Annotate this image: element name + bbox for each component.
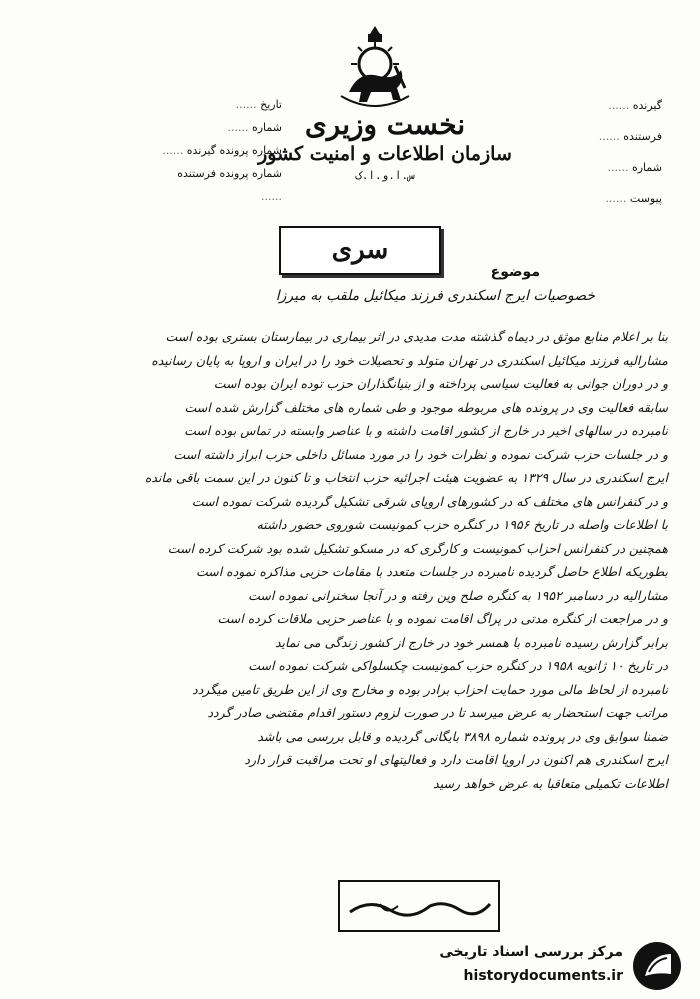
body-line: برابر گزارش رسیده نامبرده با همسر خود در خارج از کشور زندگی می نماید: [274, 634, 668, 650]
body-line: سابقه فعالیت وی در پرونده های مربوطه موجود و طی شماره های مختلف گزارش شده است: [184, 399, 668, 415]
body-line: مراتب جهت استحضار به عرض میرسد تا در صورت لزوم دستور اقدام مقتضی صادر گردد: [207, 705, 668, 720]
sender-file-number-label: شماره پرونده فرستنده ......: [162, 162, 282, 208]
body-line: مشارالیه در دسامبر ۱۹۵۲ به کنگره صلح وین رفته و در آنجا سخنرانی نموده است: [248, 587, 668, 603]
body-line: اطلاعات تکمیلی متعاقبا به عرض خواهد رسید: [433, 775, 668, 791]
body-line: و در مراجعت از کنگره مدتی در پراگ اقامت نموده و با عناصر حزبی ملاقات کرده است: [217, 611, 668, 626]
date-field-label: تاریخ ......: [162, 93, 282, 116]
body-line: بطوریکه اطلاع حاصل گردیده نامبرده در جلسات متعدد با مقامات حزبی مذاکره نموده است: [195, 564, 668, 579]
body-line: ایرج اسکندری هم اکنون در اروپا اقامت دارد و فعالیتهای او تحت مراقبت قرار دارد: [244, 752, 668, 767]
right-metadata-fields: [552, 90, 662, 214]
organization-header: [250, 108, 520, 182]
body-line: بنا بر اعلام منابع موثق در دیماه گذشته مدت مدیدی در اثر بیماری در بیمارستان بستری بوده است: [165, 329, 668, 344]
lion-and-sun-emblem-icon: [335, 22, 415, 112]
sender-label: فرستنده ......: [552, 121, 662, 152]
archive-logo-icon: [631, 940, 683, 992]
body-line: و در کنفرانس های مختلف که در کشورهای اروپای شرقی تشکیل گردیده شرکت نموده است: [191, 493, 668, 509]
organization-title: نخست وزیری: [304, 108, 466, 141]
handwritten-box-stamp-icon: [338, 880, 500, 932]
subject-text: خصوصیات ایرج اسکندری فرزند میکائیل ملقب به میرزا: [275, 288, 595, 304]
number-field-label: شماره ......: [162, 116, 282, 139]
document-body: [38, 325, 668, 795]
classification-stamp: سری: [279, 226, 441, 275]
attachment-label: پیوست ......: [552, 183, 662, 214]
archive-watermark: [425, 936, 695, 994]
number-label: شماره ......: [552, 152, 662, 183]
body-line: و در دوران جوانی به فعالیت سیاسی پرداخته و از بنیانگذاران حزب توده ایران بوده است: [213, 376, 668, 391]
left-metadata-fields: [162, 93, 282, 208]
body-line: با اطلاعات واصله در تاریخ ۱۹۵۶ در کنگره حزب کمونیست شوروی حضور داشته: [256, 517, 668, 532]
watermark-title: مرکز بررسی اسناد تاریخی: [439, 944, 623, 960]
subject-label: موضوع: [490, 264, 540, 280]
body-line: نامبرده در سالهای اخیر در خارج از کشور اقامت داشته و با عناصر وابسته در تماس بوده است: [184, 423, 668, 438]
body-line: ایرج اسکندری در سال ۱۳۲۹ به عضویت هیئت اجرائیه حزب انتخاب و تا کنون در این سمت باقی مانده: [144, 470, 668, 485]
recipient-label: گیرنده ......: [552, 90, 662, 121]
reference-code: س.ا.و.ا.ک: [355, 169, 415, 182]
body-line: نامبرده از لحاظ مالی مورد حمایت احزاب برادر بوده و مخارج وی از این طریق تامین میگردد: [192, 681, 668, 697]
body-line: همچنین در کنفرانس احزاب کمونیست و کارگری که در مسکو تشکیل شده بود شرکت کرده است: [167, 540, 668, 556]
recipient-file-number-label: شماره پرونده گیرنده ......: [162, 139, 282, 162]
body-line: مشارالیه فرزند میکائیل اسکندری در تهران متولد و تحصیلات خود را در ایران و اروپا به پایان رسانیده: [151, 352, 668, 368]
watermark-url: historydocuments.ir: [463, 968, 623, 984]
body-line: ضمنا سوابق وی در پرونده شماره ۳۸۹۸ بایگانی گردیده و قابل بررسی می باشد: [257, 728, 668, 744]
body-line: و در جلسات حزب شرکت نموده و نظرات خود را در مورد مسائل داخلی حزب ابراز داشته است: [173, 446, 668, 462]
body-line: در تاریخ ۱۰ ژانویه ۱۹۵۸ در کنگره حزب کمونیست چکسلواکی شرکت نموده است: [248, 658, 668, 673]
organization-subtitle: سازمان اطلاعات و امنیت کشور: [258, 143, 512, 165]
